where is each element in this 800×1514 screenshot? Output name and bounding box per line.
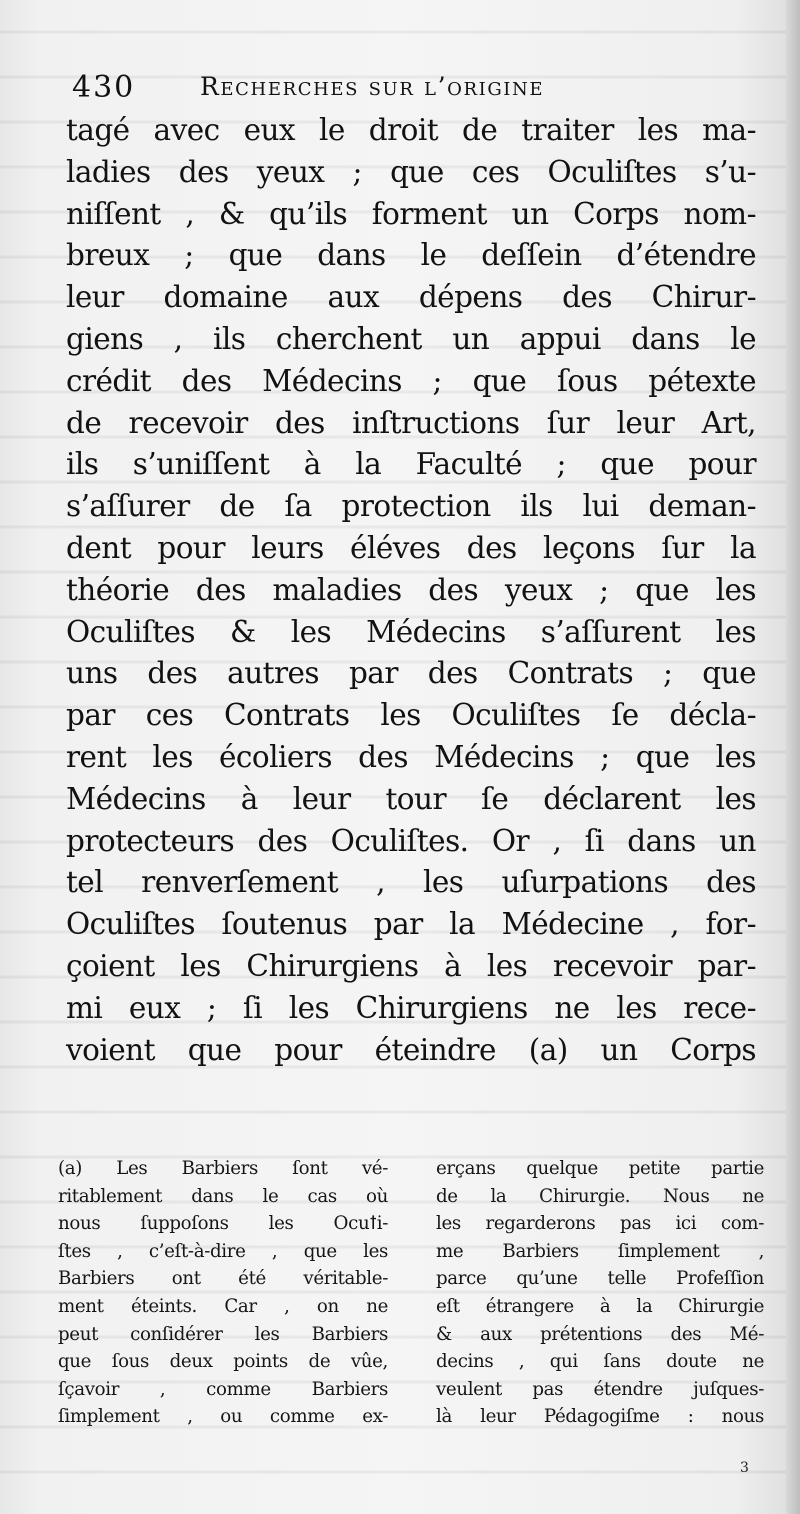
footnote-line: nous ſuppoſons les Ocuꝉi- [58,1213,388,1235]
footnote-right-column [436,1155,764,1431]
page-edge-shadow [786,0,800,1514]
text-line: Oculiſtes ſoutenus par la Médecine , for- [66,907,756,942]
text-line: par ces Contrats les Oculiſtes ſe décla- [66,698,756,733]
footnote-line: me Barbiers ſimplement , [436,1240,764,1262]
text-line: giens , ils cherchent un appui dans le [66,321,756,356]
text-line: s’aſſurer de ſa protection ils lui deman- [66,489,756,524]
footnote-line: Barbiers ont été véritable- [58,1268,388,1290]
footnote-line: de la Chirurgie. Nous ne [436,1185,764,1207]
footnote-line: là leur Pédagogiſme : nous [436,1406,764,1428]
footnote-line: les regarderons pas ici com- [436,1213,764,1235]
text-line: tagé avec eux le droit de traiter les ma- [66,113,756,147]
text-line: leur domaine aux dépens des Chirur- [66,280,756,315]
text-line: ils s’uniſſent à la Faculté ; que pour [66,447,756,482]
footnote-line: & aux prétentions des Mé- [436,1323,764,1345]
text-line: uns des autres par des Contrats ; que [66,656,756,691]
footnote-line: que ſous deux points de vûe, [58,1351,388,1373]
text-line: breux ; que dans le deſſein d’étendre [66,238,756,273]
footnote-line: parce qu’une telle Profeſſion [436,1268,764,1290]
text-line: crédit des Médecins ; que ſous pétexte [66,363,756,398]
footnote-line: ſtes , c’eſt-à-dire , que les [58,1240,388,1262]
text-line: de recevoir des inſtructions ſur leur Art, [66,405,756,440]
text-line: voient que pour éteindre (a) un Corps [66,1032,756,1067]
footnote-line: decins , qui ſans doute ne [436,1351,764,1373]
page-header [72,70,762,110]
text-line: tel renverſement , les uſurpations des [66,865,756,900]
running-title: Recherches sur l’origine [200,72,545,101]
footnote-line: (a) Les Barbiers ſont vé- [58,1158,388,1179]
text-line: dent pour leurs éléves des leçons ſur la [66,530,756,565]
footnote-line: erçans quelque petite partie [436,1158,764,1179]
text-line: protecteurs des Oculiſtes. Or , ſi dans un [66,823,756,858]
text-line: ladies des yeux ; que ces Oculiſtes s’u- [66,154,756,189]
footnote-line: veulent pas étendre juſques- [436,1378,764,1400]
text-line: Médecins à leur tour ſe déclarent les [66,781,756,816]
footnote-line: eſt étrangere à la Chirurgie [436,1295,764,1317]
footnote-line: ment éteints. Car , on ne [58,1295,388,1317]
footnote-left-column [58,1155,388,1431]
main-text-block [66,110,756,1071]
footnote-line: ſimplement , ou comme ex- [58,1406,388,1428]
footnote-line: ritablement dans le cas où [58,1185,388,1207]
text-line: rent les écoliers des Médecins ; que les [66,739,756,774]
page-number: 430 [72,70,136,105]
text-line: théorie des maladies des yeux ; que les [66,572,756,607]
text-line: çoient les Chirurgiens à les recevoir par- [66,948,756,983]
footnote-block [58,1155,768,1455]
footnote-line: peut conſidérer les Barbiers [58,1323,388,1345]
text-line: mi eux ; ſi les Chirurgiens ne les rece- [66,990,756,1025]
footnote-line: ſçavoir , comme Barbiers [58,1378,388,1400]
text-line: Oculiſtes & les Médecins s’aſſurent les [66,614,756,649]
text-line: niſſent , & qu’ils forment un Corps nom- [66,196,756,231]
signature-mark: 3 [740,1460,749,1476]
